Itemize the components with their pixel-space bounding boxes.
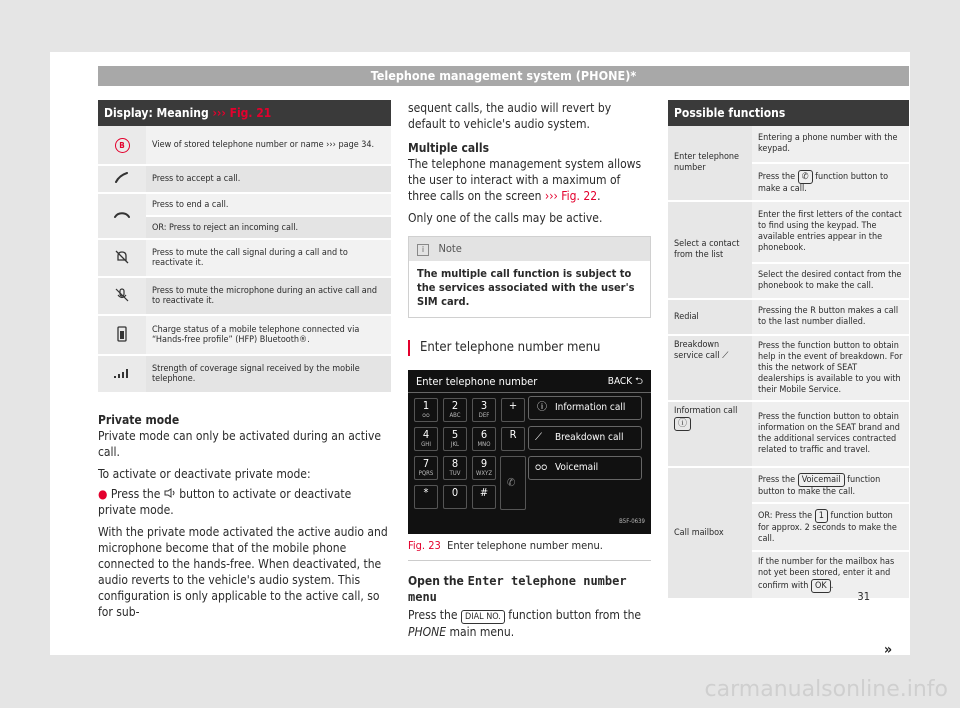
private-mode-section <box>98 412 391 620</box>
key-digit: 6 <box>480 428 488 441</box>
row-value: If the number for the mailbox has not yet been stored, enter it and confirm with OK . <box>752 551 909 599</box>
key-digit: 3 <box>480 399 488 412</box>
row-label: Redial <box>668 299 752 335</box>
table-row <box>98 165 391 193</box>
text: Press the <box>758 474 796 485</box>
table-row <box>98 126 391 165</box>
keypad-key[interactable] <box>472 398 496 422</box>
table-row <box>668 299 909 335</box>
screen-title: Enter telephone number <box>416 375 538 388</box>
key-letters: MNO <box>477 441 491 448</box>
key-digit: R <box>509 428 517 441</box>
keypad-key[interactable] <box>414 456 438 480</box>
text: function button from the <box>508 608 642 622</box>
key-letters: ABC <box>449 412 461 419</box>
table-row <box>98 193 391 216</box>
note-text: The multiple call function is subject to the services associated with the user's SIM card. <box>417 267 635 308</box>
menu-name: Enter telephone number menu <box>408 574 627 604</box>
table-header-label: Display: Meaning <box>104 106 209 120</box>
arrow-glyph: ››› <box>212 106 226 120</box>
back-label: BACK <box>607 376 633 387</box>
row-text: Press to mute the microphone during an active call and to reactivate it. <box>146 277 391 315</box>
keypad-key[interactable] <box>414 398 438 422</box>
column-middle <box>408 100 651 640</box>
row-label: Call mailbox <box>668 467 752 599</box>
mute-mic-icon <box>115 288 129 302</box>
row-value: Press the function button to obtain information on the SEAT brand and the additional services contracted related to traffic and travel. <box>752 401 909 467</box>
key-digit: 0 <box>451 486 459 499</box>
key-digit: # <box>479 486 489 499</box>
handset-button-icon: ✆ <box>798 170 813 184</box>
text: Press the <box>408 608 458 622</box>
keypad-key[interactable] <box>414 427 438 451</box>
mute-bell-icon <box>115 250 129 264</box>
table-row <box>668 467 909 503</box>
button-label: Breakdown call <box>555 432 624 443</box>
display-table <box>98 126 391 394</box>
section-title: Enter telephone number menu <box>408 340 651 356</box>
phone-status-icon <box>117 326 127 342</box>
key-digit: 9 <box>480 457 488 470</box>
wrench-icon: ⟋ <box>722 351 729 361</box>
back-button[interactable] <box>608 374 643 390</box>
key-letters: ᴑᴑ <box>422 412 430 419</box>
bullet-text: Press the <box>110 487 161 501</box>
row-text: OR: Press to reject an incoming call. <box>146 216 391 239</box>
key-digit: 4 <box>422 428 430 441</box>
key-digit: 8 <box>451 457 459 470</box>
keypad-key[interactable] <box>472 456 496 480</box>
open-menu-title <box>408 573 651 605</box>
row-text: Strength of coverage signal received by the mobile telephone. <box>146 355 391 393</box>
breakdown-call-button[interactable] <box>528 426 642 450</box>
text: function button to make the call. <box>758 474 881 497</box>
information-call-button[interactable] <box>528 396 642 420</box>
row-value: Select the desired contact from the phonebook to make the call. <box>752 263 909 299</box>
paragraph: To activate or deactivate private mode: <box>98 467 311 481</box>
button-label: Information call <box>555 402 626 413</box>
watermark: carmanualsonline.info <box>704 677 948 702</box>
row-value: Press the function button to obtain help in the event of breakdown. For this the network of SEAT dealerships is available to you with their Mobile Service. <box>752 335 909 401</box>
paragraph: The telephone management system allows the user to interact with a maximum of three calls on the screen ››› Fig. 22. <box>408 157 642 203</box>
back-arrow-icon: ⮌ <box>634 376 643 387</box>
keypad-key[interactable] <box>443 456 467 480</box>
keypad-key[interactable] <box>443 485 467 509</box>
row-value: Enter the first letters of the contact to find using the keypad. The available entries appear in the phonebook. <box>752 201 909 263</box>
info-icon: i <box>417 244 429 256</box>
key-1-icon: 1 <box>815 509 828 523</box>
dial-no-button-label: DIAL NO. <box>461 610 505 624</box>
key-letters: WXYZ <box>475 470 493 477</box>
text: Press the <box>758 171 796 182</box>
key-digit: 5 <box>451 428 459 441</box>
b-badge-icon: B <box>115 138 130 153</box>
key-letters: TUV <box>449 470 461 477</box>
text: Information call <box>674 406 738 416</box>
row-value <box>752 467 909 503</box>
keypad-key[interactable] <box>414 485 438 509</box>
page-header: Telephone management system (PHONE)* <box>98 66 909 86</box>
text: Open the <box>408 574 464 588</box>
column-left <box>98 100 391 620</box>
info-person-icon: ⓘ <box>537 402 547 413</box>
display-table-header <box>98 100 391 126</box>
text: The telephone management system allows the user to interact with a maximum of three calls on the screen <box>408 157 642 203</box>
divider <box>408 392 651 393</box>
row-label: Select a contact from the list <box>668 201 752 299</box>
figure-ref: Fig. 21 <box>229 106 272 120</box>
page-number: 31 <box>857 590 870 603</box>
keypad-key[interactable] <box>501 398 525 422</box>
key-digit: * <box>423 486 429 499</box>
keypad-key[interactable] <box>443 398 467 422</box>
key-letters: GHI <box>421 441 431 448</box>
multiple-calls-title: Multiple calls <box>408 141 489 155</box>
paragraph: With the private mode activated the active audio and microphone become that of the mobile phone connected to the hands-free. When deactivated, the audio reverts to the vehicle's audio system. This configuration is only applicable to the active call, so for sub- <box>98 525 388 619</box>
table-row <box>668 335 909 401</box>
menu-name: PHONE <box>408 625 447 639</box>
column-right <box>668 100 909 600</box>
manual-page <box>50 52 910 658</box>
paragraph: Private mode can only be activated during an active call. <box>98 429 382 459</box>
key-digit: 7 <box>422 457 430 470</box>
row-value: Entering a phone number with the keypad. <box>752 126 909 163</box>
keypad-key[interactable] <box>472 427 496 451</box>
note-box <box>408 236 651 318</box>
text: If the number for the mailbox has not yet been stored, enter it and confirm with <box>758 557 895 591</box>
bullet-text: button to activate or deactivate private mode. <box>98 487 352 517</box>
key-digit: + <box>508 399 518 412</box>
key-letters: DEF <box>478 412 490 419</box>
keypad-key[interactable] <box>443 427 467 451</box>
row-text: Charge status of a mobile telephone connected via “Hands-free profile” (HFP) Bluetooth®. <box>146 315 391 355</box>
signal-icon <box>113 367 131 379</box>
table-row <box>668 126 909 163</box>
figure-text: Enter telephone number menu. <box>447 539 603 552</box>
voicemail-button-label: Voicemail <box>798 473 845 487</box>
key-letters: JKL <box>450 441 460 448</box>
table-row <box>98 277 391 315</box>
bullet-item: ● Press the button to activate or deactivate private mode. <box>98 487 352 517</box>
text: function button for approx. 2 seconds to make the call. <box>758 511 897 544</box>
accept-call-icon <box>114 172 130 184</box>
note-header <box>409 237 650 261</box>
voicemail-button[interactable] <box>528 456 642 480</box>
figure-code: B5F-0639 <box>619 518 645 525</box>
figure-ref: Fig. 22 <box>561 189 598 203</box>
voicemail-icon: ᴑᴑ <box>535 462 548 473</box>
table-row <box>98 355 391 393</box>
phone-handset-icon: ✆ <box>507 476 516 489</box>
key-digit: 2 <box>451 399 459 412</box>
table-row <box>98 239 391 277</box>
text: function button to make a call. <box>758 171 889 194</box>
wrench-icon: ⟋ <box>535 432 542 443</box>
row-value: Pressing the R button makes a call to the last number dialled. <box>752 299 909 335</box>
figure-number: Fig. 23 <box>408 539 441 552</box>
private-mode-icon <box>164 488 176 498</box>
row-text: Press to end a call. <box>146 193 391 216</box>
arrow-glyph: ››› <box>544 189 558 203</box>
key-digit: 1 <box>422 399 430 412</box>
text: main menu. <box>449 625 515 639</box>
note-label: Note <box>438 242 462 255</box>
text: OR: Press the <box>758 511 813 521</box>
row-text: View of stored telephone number or name ››› page 34. <box>146 126 391 165</box>
phone-screen-figure <box>408 370 651 534</box>
continued-marker: » <box>884 642 893 658</box>
private-mode-title: Private mode <box>98 413 180 427</box>
ok-button-label: OK <box>811 579 831 593</box>
keypad-key[interactable] <box>472 485 496 509</box>
call-button[interactable] <box>500 456 526 510</box>
table-row <box>668 201 909 263</box>
table-row <box>668 401 909 467</box>
paragraph: sequent calls, the audio will revert by default to vehicle's audio system. <box>408 101 612 131</box>
functions-table-header: Possible functions <box>668 100 909 126</box>
functions-table <box>668 126 909 600</box>
row-label <box>668 401 752 467</box>
paragraph: Only one of the calls may be active. <box>408 211 603 225</box>
button-label: Voicemail <box>555 462 599 473</box>
row-text: Press to mute the call signal during a call and to reactivate it. <box>146 239 391 277</box>
paragraph <box>408 607 651 640</box>
table-row <box>98 315 391 355</box>
figure-caption <box>408 538 651 561</box>
end-call-icon <box>113 210 131 220</box>
row-value <box>752 503 909 551</box>
row-value <box>752 163 909 201</box>
key-letters: PQRS <box>418 470 434 477</box>
row-text: Press to accept a call. <box>146 165 391 193</box>
row-label: Enter telephone number <box>668 126 752 201</box>
info-button-icon: ⓘ <box>674 417 691 431</box>
text: Breakdown service call <box>674 340 720 361</box>
row-label <box>668 335 752 401</box>
keypad-key[interactable] <box>501 427 525 451</box>
